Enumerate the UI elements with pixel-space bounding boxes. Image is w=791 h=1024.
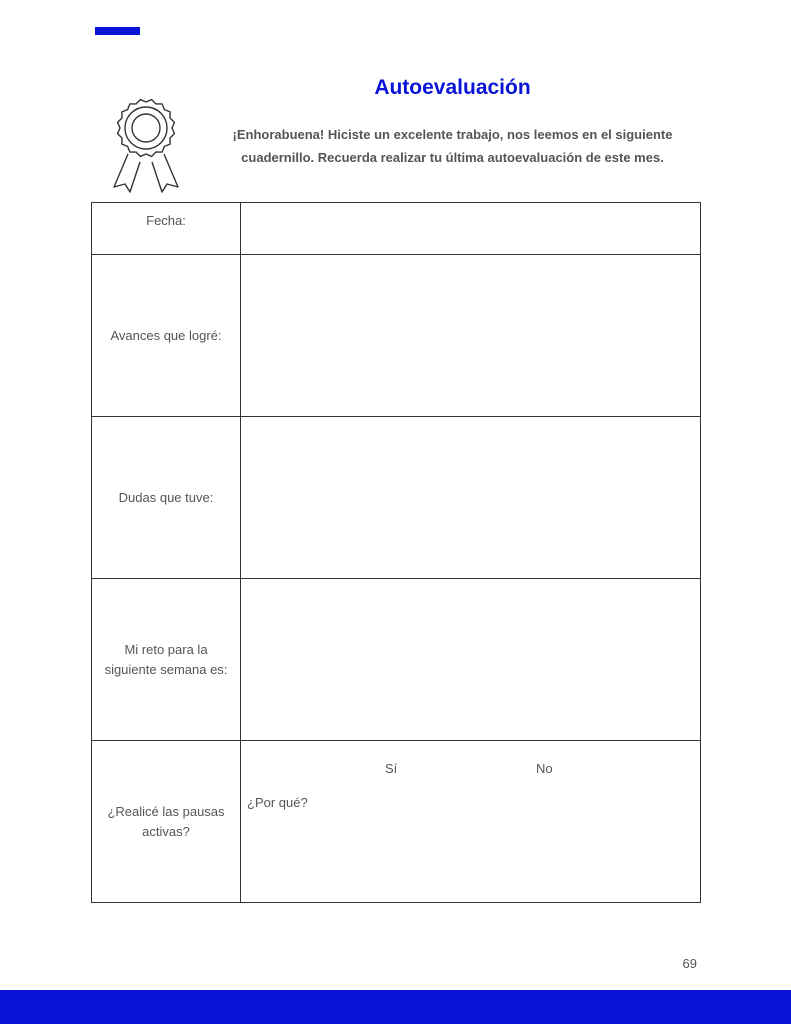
active-breaks-label: ¿Realicé las pausas activas?	[92, 741, 241, 903]
row-progress	[92, 255, 701, 417]
yes-option[interactable]: Sí	[385, 761, 398, 776]
row-doubts	[92, 417, 701, 579]
page-number: 69	[682, 956, 697, 971]
progress-answer-field[interactable]	[241, 255, 701, 417]
row-date	[92, 203, 701, 255]
progress-label: Avances que logré:	[92, 255, 241, 417]
top-accent-bar	[95, 27, 140, 35]
page-title: Autoevaluación	[374, 76, 531, 99]
intro-line-1: ¡Enhorabuena! Hiciste un excelente trabajo, nos leemos en el siguiente	[232, 127, 673, 142]
row-active-breaks	[92, 741, 701, 903]
date-label: Fecha:	[92, 203, 241, 255]
doubts-label: Dudas que tuve:	[92, 417, 241, 579]
date-answer-field[interactable]	[241, 203, 701, 255]
challenge-label: Mi reto para la siguiente semana es:	[92, 579, 241, 741]
row-challenge	[92, 579, 701, 741]
award-ribbon-icon	[108, 92, 184, 194]
no-option[interactable]: No	[536, 761, 553, 776]
challenge-answer-field[interactable]	[241, 579, 701, 741]
active-breaks-answer-field[interactable]	[241, 741, 701, 903]
bottom-accent-bar	[0, 990, 791, 1024]
intro-text	[215, 123, 690, 169]
self-evaluation-table	[91, 202, 701, 903]
intro-line-2: cuadernillo. Recuerda realizar tu última autoevaluación de este mes.	[241, 150, 664, 165]
why-label: ¿Por qué?	[247, 795, 308, 810]
doubts-answer-field[interactable]	[241, 417, 701, 579]
